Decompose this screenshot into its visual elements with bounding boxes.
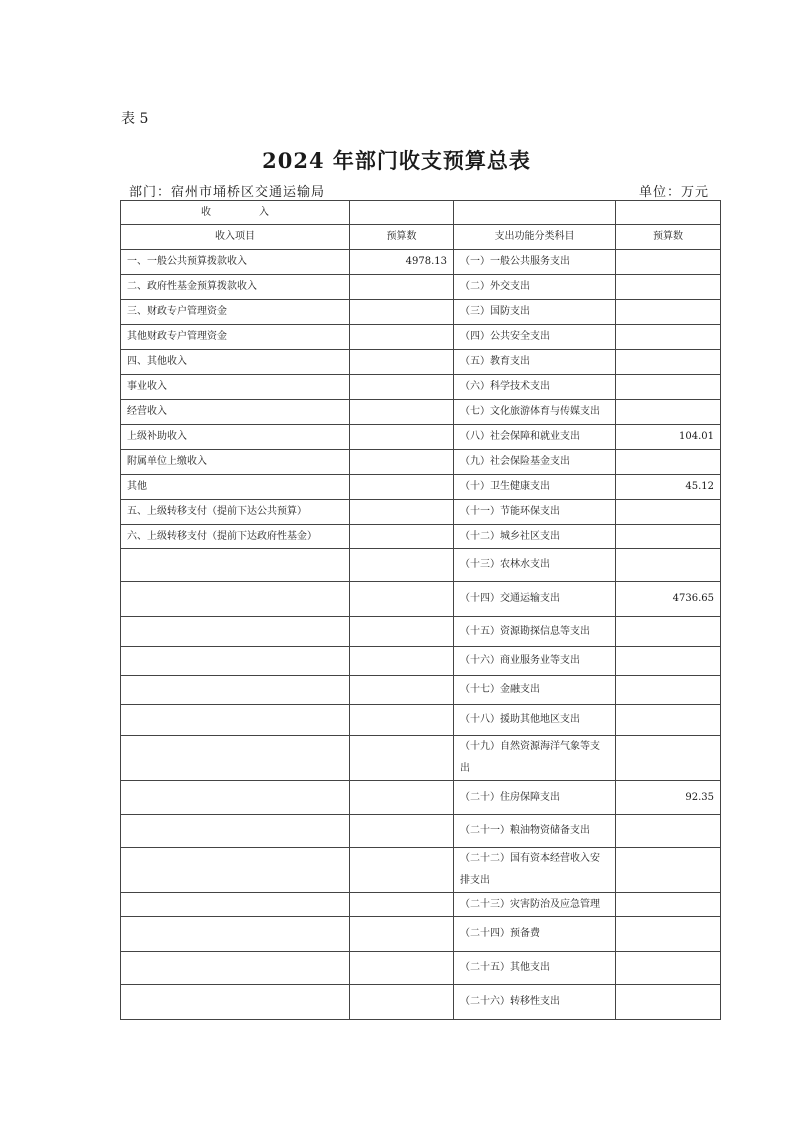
income-budget-cell xyxy=(350,549,454,582)
income-budget-cell: 4978.13 xyxy=(350,250,454,275)
expense-budget-cell xyxy=(616,815,721,848)
table-row xyxy=(121,952,721,985)
expense-item-cell: （二十三）灾害防治及应急管理 xyxy=(454,893,616,917)
expense-budget-cell xyxy=(616,350,721,375)
income-item-cell xyxy=(121,549,350,582)
table-row xyxy=(121,893,721,917)
expense-budget-cell xyxy=(616,300,721,325)
expense-item-cell: （五）教育支出 xyxy=(454,350,616,375)
income-budget-cell xyxy=(350,736,454,781)
table-row xyxy=(121,549,721,582)
expense-item-cell: （十六）商业服务业等支出 xyxy=(454,647,616,676)
income-item-cell xyxy=(121,705,350,736)
expense-item-cell: （七）文化旅游体育与传媒支出 xyxy=(454,400,616,425)
table-row xyxy=(121,582,721,617)
table-row xyxy=(121,325,721,350)
income-item-cell xyxy=(121,985,350,1020)
col-header-expense-item: 支出功能分类科目 xyxy=(454,225,616,250)
income-budget-cell xyxy=(350,500,454,525)
expense-budget-cell: 45.12 xyxy=(616,475,721,500)
income-budget-cell xyxy=(350,952,454,985)
expense-item-cell: （十）卫生健康支出 xyxy=(454,475,616,500)
expense-budget-cell xyxy=(616,450,721,475)
income-group-header xyxy=(121,201,350,225)
income-item-cell xyxy=(121,582,350,617)
expense-item-cell: （二）外交支出 xyxy=(454,275,616,300)
table-row xyxy=(121,475,721,500)
table-row xyxy=(121,705,721,736)
table-row xyxy=(121,250,721,275)
income-budget-cell xyxy=(350,400,454,425)
expense-budget-cell xyxy=(616,525,721,549)
expense-budget-cell xyxy=(616,617,721,647)
income-item-cell xyxy=(121,647,350,676)
table-row xyxy=(121,676,721,705)
income-budget-cell xyxy=(350,300,454,325)
header-empty-cell xyxy=(616,201,721,225)
expense-item-cell: （二十）住房保障支出 xyxy=(454,781,616,815)
income-budget-cell xyxy=(350,350,454,375)
expense-item-cell: （十三）农林水支出 xyxy=(454,549,616,582)
page-title: 2024 年部门收支预算总表 xyxy=(262,148,531,173)
expense-budget-cell xyxy=(616,647,721,676)
col-header-income-budget: 预算数 xyxy=(350,225,454,250)
expense-item-cell: （十七）金融支出 xyxy=(454,676,616,705)
expense-budget-cell xyxy=(616,848,721,893)
income-item-cell xyxy=(121,848,350,893)
income-budget-cell xyxy=(350,815,454,848)
income-budget-cell xyxy=(350,425,454,450)
income-budget-cell xyxy=(350,848,454,893)
income-item-cell: 二、政府性基金预算拨款收入 xyxy=(121,275,350,300)
income-item-cell xyxy=(121,676,350,705)
income-item-cell: 五、上级转移支付（提前下达公共预算） xyxy=(121,500,350,525)
expense-budget-cell xyxy=(616,893,721,917)
expense-item-cell: （三）国防支出 xyxy=(454,300,616,325)
income-budget-cell xyxy=(350,475,454,500)
income-budget-cell xyxy=(350,450,454,475)
expense-budget-cell xyxy=(616,250,721,275)
expense-item-cell: （八）社会保障和就业支出 xyxy=(454,425,616,450)
income-group-char-1: 收 xyxy=(201,206,211,218)
income-budget-cell xyxy=(350,525,454,549)
table-row xyxy=(121,450,721,475)
expense-item-cell: （二十二）国有资本经营收入安排支出 xyxy=(454,848,616,893)
income-budget-cell xyxy=(350,893,454,917)
income-item-cell: 上级补助收入 xyxy=(121,425,350,450)
expense-item-cell: （二十四）预备费 xyxy=(454,917,616,952)
table-row xyxy=(121,275,721,300)
table-row xyxy=(121,500,721,525)
budget-table xyxy=(120,200,721,1020)
expense-budget-cell xyxy=(616,325,721,350)
income-item-cell: 其他财政专户管理资金 xyxy=(121,325,350,350)
expense-budget-cell: 92.35 xyxy=(616,781,721,815)
expense-item-cell: （二十一）粮油物资储备支出 xyxy=(454,815,616,848)
expense-budget-cell xyxy=(616,400,721,425)
table-row xyxy=(121,647,721,676)
income-budget-cell xyxy=(350,325,454,350)
header-empty-cell xyxy=(454,201,616,225)
table-row xyxy=(121,917,721,952)
table-row xyxy=(121,985,721,1020)
income-budget-cell xyxy=(350,275,454,300)
table-row xyxy=(121,525,721,549)
expense-item-cell: （一）一般公共服务支出 xyxy=(454,250,616,275)
income-item-cell xyxy=(121,736,350,781)
expense-budget-cell xyxy=(616,500,721,525)
col-header-expense-budget: 预算数 xyxy=(616,225,721,250)
income-item-cell: 一、一般公共预算拨款收入 xyxy=(121,250,350,275)
table-row xyxy=(121,375,721,400)
income-item-cell: 六、上级转移支付（提前下达政府性基金） xyxy=(121,525,350,549)
income-item-cell: 三、财政专户管理资金 xyxy=(121,300,350,325)
income-budget-cell xyxy=(350,676,454,705)
income-item-cell xyxy=(121,952,350,985)
income-item-cell: 其他 xyxy=(121,475,350,500)
income-item-cell xyxy=(121,917,350,952)
table-row xyxy=(121,781,721,815)
expense-item-cell: （十四）交通运输支出 xyxy=(454,582,616,617)
income-item-cell: 附属单位上缴收入 xyxy=(121,450,350,475)
department-label: 部门：宿州市埇桥区交通运输局 xyxy=(129,185,326,200)
income-budget-cell xyxy=(350,985,454,1020)
table-row xyxy=(121,815,721,848)
expense-item-cell: （二十五）其他支出 xyxy=(454,952,616,985)
expense-item-cell: （十五）资源勘探信息等支出 xyxy=(454,617,616,647)
expense-item-cell: （十二）城乡社区支出 xyxy=(454,525,616,549)
expense-budget-cell xyxy=(616,736,721,781)
expense-budget-cell xyxy=(616,549,721,582)
expense-budget-cell xyxy=(616,952,721,985)
table-row xyxy=(121,400,721,425)
expense-item-cell: （六）科学技术支出 xyxy=(454,375,616,400)
income-item-cell xyxy=(121,617,350,647)
table-label: 表 5 xyxy=(121,111,149,127)
table-header-row xyxy=(121,225,721,250)
expense-item-cell: （九）社会保险基金支出 xyxy=(454,450,616,475)
table-row xyxy=(121,300,721,325)
expense-budget-cell xyxy=(616,985,721,1020)
table-row xyxy=(121,848,721,893)
income-budget-cell xyxy=(350,781,454,815)
expense-budget-cell xyxy=(616,705,721,736)
expense-item-cell: （十八）援助其他地区支出 xyxy=(454,705,616,736)
expense-item-cell: （十一）节能环保支出 xyxy=(454,500,616,525)
income-item-cell xyxy=(121,781,350,815)
expense-budget-cell: 4736.65 xyxy=(616,582,721,617)
income-budget-cell xyxy=(350,375,454,400)
expense-budget-cell xyxy=(616,917,721,952)
income-item-cell xyxy=(121,893,350,917)
expense-item-cell: （四）公共安全支出 xyxy=(454,325,616,350)
table-header-group-row xyxy=(121,201,721,225)
expense-budget-cell: 104.01 xyxy=(616,425,721,450)
income-budget-cell xyxy=(350,917,454,952)
table-row xyxy=(121,617,721,647)
table-row xyxy=(121,425,721,450)
expense-budget-cell xyxy=(616,375,721,400)
unit-label: 单位：万元 xyxy=(639,185,710,200)
expense-budget-cell xyxy=(616,676,721,705)
col-header-income-item: 收入项目 xyxy=(121,225,350,250)
income-group-char-2: 入 xyxy=(259,206,269,218)
income-item-cell xyxy=(121,815,350,848)
table-row xyxy=(121,736,721,781)
income-budget-cell xyxy=(350,647,454,676)
income-item-cell: 事业收入 xyxy=(121,375,350,400)
income-item-cell: 四、其他收入 xyxy=(121,350,350,375)
income-item-cell: 经营收入 xyxy=(121,400,350,425)
income-budget-cell xyxy=(350,582,454,617)
income-budget-cell xyxy=(350,705,454,736)
expense-item-cell: （十九）自然资源海洋气象等支出 xyxy=(454,736,616,781)
header-empty-cell xyxy=(350,201,454,225)
table-row xyxy=(121,350,721,375)
expense-budget-cell xyxy=(616,275,721,300)
expense-item-cell: （二十六）转移性支出 xyxy=(454,985,616,1020)
income-budget-cell xyxy=(350,617,454,647)
